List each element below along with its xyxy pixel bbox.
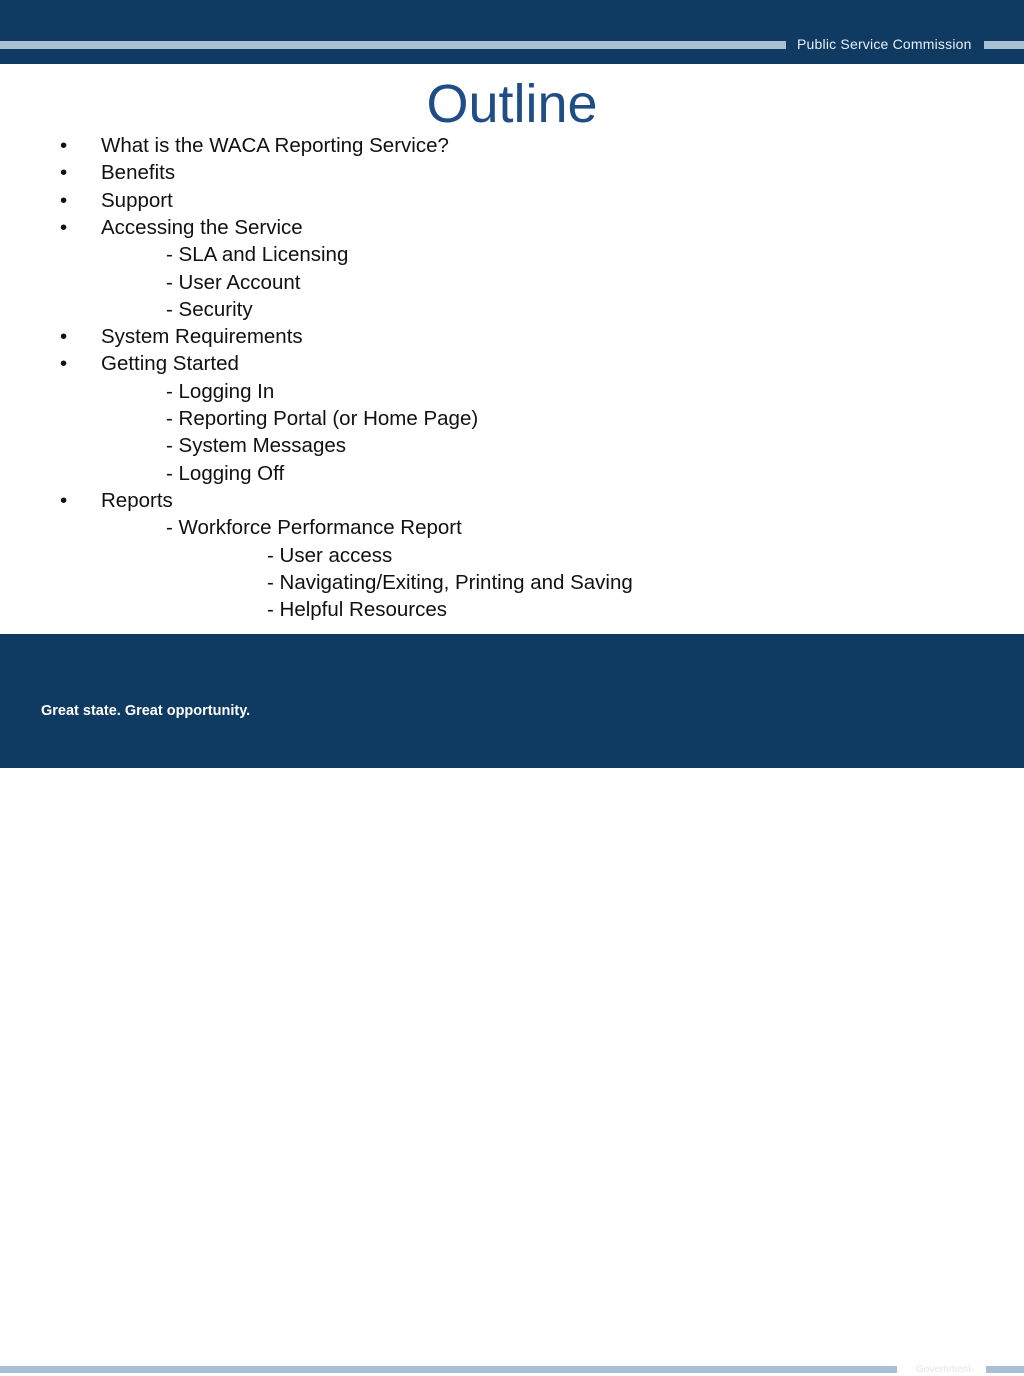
outline-item-text: What is the WACA Reporting Service? [101, 134, 449, 157]
outline-item-text: - Helpful Resources [267, 598, 448, 622]
header-stripe [0, 41, 786, 49]
header-stripe [984, 41, 1024, 49]
slide-title: Outline [426, 74, 598, 134]
outline-item-text: Benefits [101, 161, 176, 185]
outline-item-text: - Security [166, 297, 253, 321]
outline-item-text: - Logging In [166, 379, 275, 403]
bullet-icon: • [60, 161, 68, 185]
outline-item-text: - Navigating/Exiting, Printing and Saving [267, 570, 633, 594]
bullet-icon: • [60, 352, 68, 376]
footer-stripe [986, 1366, 1024, 1373]
outline-item-text: Reports [101, 488, 173, 512]
footer-stripe [0, 1366, 897, 1373]
outline-item-text: - System Messages [166, 434, 346, 458]
government-sub: Government [916, 1364, 972, 1375]
outline-item-text: Support [101, 188, 173, 212]
footer-band [0, 634, 1024, 1375]
bullet-icon: • [60, 188, 68, 212]
tagline: Great state. Great opportunity. [41, 703, 251, 719]
outline-item-text: Accessing the Service [101, 215, 303, 239]
outline-item-text: - Logging Off [166, 461, 285, 485]
outline-item-text: System Requirements [101, 325, 303, 349]
bullet-icon: • [60, 488, 68, 512]
header-band [0, 0, 1024, 64]
bullet-icon: • [60, 134, 68, 157]
bullet-icon: • [60, 215, 68, 239]
outline-item-text: - Reporting Portal (or Home Page) [166, 407, 479, 430]
government-name: Queensland [916, 1352, 979, 1364]
outline-item-text: Getting Started [101, 352, 239, 376]
outline-item-text: - SLA and Licensing [166, 243, 349, 267]
organization-name: Public Service Commission [797, 36, 972, 52]
outline-item-text: - Workforce Performance Report [166, 516, 462, 540]
outline-item-text: - User Account [166, 270, 301, 294]
outline-item-text: - User access [267, 543, 393, 567]
bullet-icon: • [60, 325, 68, 349]
coat-of-arms-icon [906, 1282, 980, 1354]
